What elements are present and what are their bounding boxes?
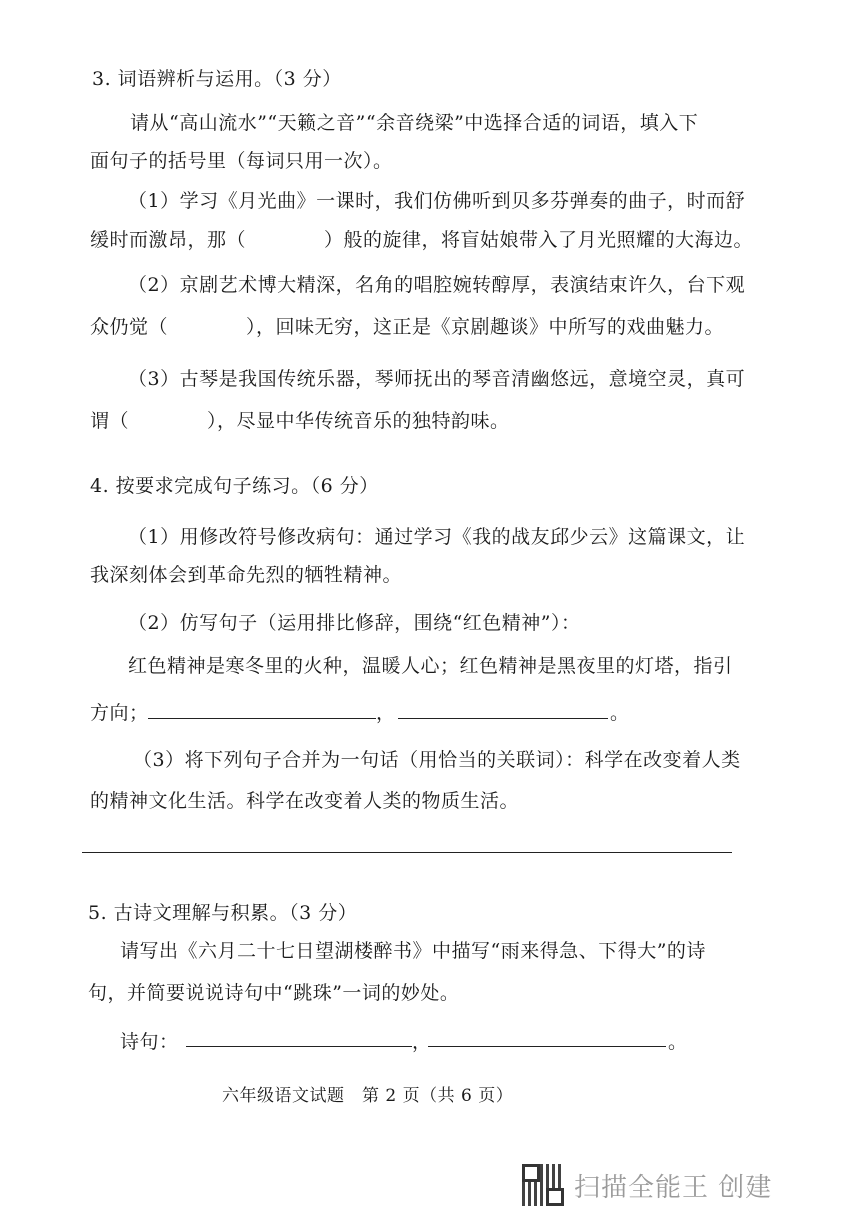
q4-part-1-line-1: （1）用修改符号修改病句：通过学习《我的战友邱少云》这篇课文，让 xyxy=(128,526,746,548)
q5-poem-label: 诗句： xyxy=(120,1031,179,1053)
q4-heading: 4. 按要求完成句子练习。（6 分） xyxy=(90,475,379,497)
q3-sentence-2-line-1: （2）京剧艺术博大精深，名角的唱腔婉转醇厚，表演结束许久，台下观 xyxy=(128,274,746,296)
q4-answer-blank-2[interactable] xyxy=(398,718,608,719)
q3-heading: 3. 词语辨析与运用。（3 分） xyxy=(92,68,342,90)
q4-answer-blank-1[interactable] xyxy=(148,718,376,719)
q5-poem-end: 。 xyxy=(668,1031,688,1053)
q4-part-3-line-1: （3）将下列句子合并为一句话（用恰当的关联词）：科学在改变着人类 xyxy=(133,749,741,771)
q4-part-1-line-2: 我深刻体会到革命先烈的牺牲精神。 xyxy=(90,564,403,586)
q4-part-3-answer-line[interactable] xyxy=(82,852,732,853)
q3-intro-line-1: 请从“高山流水”“天籁之音”“余音绕梁”中选择合适的词语，填入下 xyxy=(130,112,699,134)
q4-part-2-line-1: （2）仿写句子（运用排比修辞，围绕“红色精神”）： xyxy=(128,612,581,634)
q4-part-2-example: 红色精神是寒冬里的火种，温暖人心；红色精神是黑夜里的灯塔，指引 xyxy=(128,655,733,677)
q3-sentence-3-line-1: （3）古琴是我国传统乐器，琴师抚出的琴音清幽悠远，意境空灵，真可 xyxy=(128,368,746,390)
q3-sentence-1-line-2: 缓时而激昂，那（ ）般的旋律，将盲姑娘带入了月光照耀的大海边。 xyxy=(90,229,754,251)
q3-sentence-3-line-2: 谓（ ），尽显中华传统音乐的独特韵味。 xyxy=(90,410,510,432)
q4-answer-end: 。 xyxy=(610,702,630,724)
q5-poem-blank-2[interactable] xyxy=(428,1046,666,1047)
q5-poem-comma: ， xyxy=(412,1031,432,1053)
page-footer: 六年级语文试题 第 2 页（共 6 页） xyxy=(222,1086,514,1106)
q4-answer-comma: ， xyxy=(376,702,396,724)
scanner-watermark xyxy=(522,1162,772,1208)
q5-poem-blank-1[interactable] xyxy=(186,1046,412,1047)
watermark-text: 扫描全能王 创建 xyxy=(574,1172,773,1203)
q5-heading: 5. 古诗文理解与积累。（3 分） xyxy=(88,902,358,924)
q3-intro-line-2: 面句子的括号里（每词只用一次）。 xyxy=(90,150,393,172)
q3-sentence-1-line-1: （1）学习《月光曲》一课时，我们仿佛听到贝多芬弹奏的曲子，时而舒 xyxy=(128,190,746,212)
q5-prompt-line-2: 句，并简要说说诗句中“跳珠”一词的妙处。 xyxy=(88,982,460,1004)
q4-part-2-answer-prefix: 方向； xyxy=(90,702,149,724)
qr-code-icon xyxy=(522,1164,564,1206)
q4-part-3-line-2: 的精神文化生活。科学在改变着人类的物质生活。 xyxy=(90,790,520,812)
q3-sentence-2-line-2: 众仍觉（ ），回味无穷，这正是《京剧趣谈》中所写的戏曲魅力。 xyxy=(90,316,725,338)
q5-prompt-line-1: 请写出《六月二十七日望湖楼醉书》中描写“雨来得急、下得大”的诗 xyxy=(120,940,706,962)
